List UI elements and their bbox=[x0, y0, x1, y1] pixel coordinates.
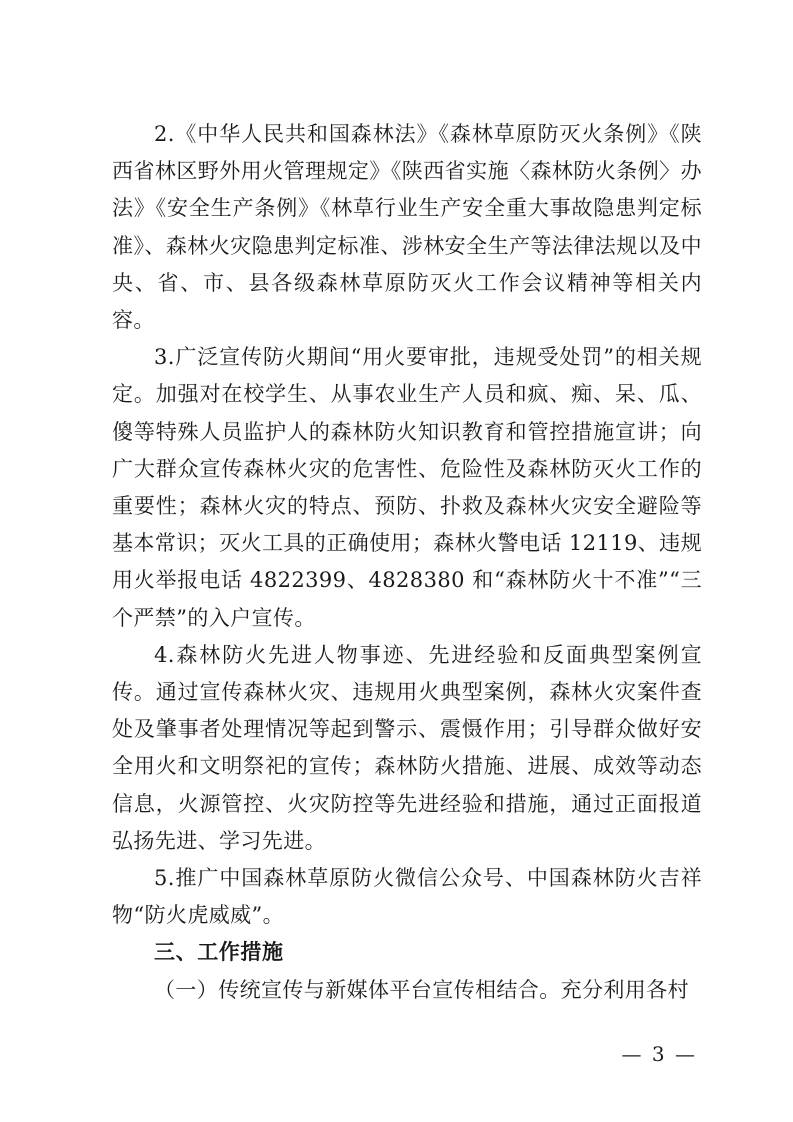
subsection-paragraph: （一）传统宣传与新媒体平台宣传相结合。充分利用各村 bbox=[154, 977, 689, 1002]
paragraph-item-5: 5.推广中国森林草原防火微信公众号、中国森林防火吉祥物“防火虎威威”。 bbox=[112, 866, 702, 928]
page-number: — 3 — bbox=[621, 1042, 697, 1066]
section-heading: 三、工作措施 bbox=[154, 940, 284, 965]
paragraph-item-3: 3.广泛宣传防火期间“用火要审批，违规受处罚”的相关规定。加强对在校学生、从事农业生产人员和疯、痴、呆、瓜、傻等特殊人员监护人的森林防火知识教育和管控措施宣讲；向广大群众宣传森林火灾的危害性、危险性及森林防灭火工作的重要性；森林火灾的特点、预防、扑救及森林火灾安全避险等基本常识；灭火工具的正确使用；森林火警电话 12119、违规用火举报电话 4822399、4828380 和“森林防火十不准”“三个严禁”的入户宣传。 bbox=[112, 345, 702, 630]
paragraph-item-4: 4.森林防火先进人物事迹、先进经验和反面典型案例宣传。通过宣传森林火灾、违规用火典型案例，森林火灾案件查处及肇事者处理情况等起到警示、震慑作用；引导群众做好安全用火和文明祭祀的宣传；森林防火措施、进展、成效等动态信息，火源管控、火灾防控等先进经验和措施，通过正面报道弘扬先进、学习先进。 bbox=[112, 642, 702, 853]
paragraph-item-2: 2.《中华人民共和国森林法》《森林草原防灭火条例》《陕西省林区野外用火管理规定》《陕西省实施〈森林防火条例〉办法》《安全生产条例》《林草行业生产安全重大事故隐患判定标准》、森林火灾隐患判定标准、涉林安全生产等法律法规以及中央、省、市、县各级森林草原防灭火工作会议精神等相关内容。 bbox=[112, 122, 702, 333]
document-body bbox=[112, 116, 702, 1009]
